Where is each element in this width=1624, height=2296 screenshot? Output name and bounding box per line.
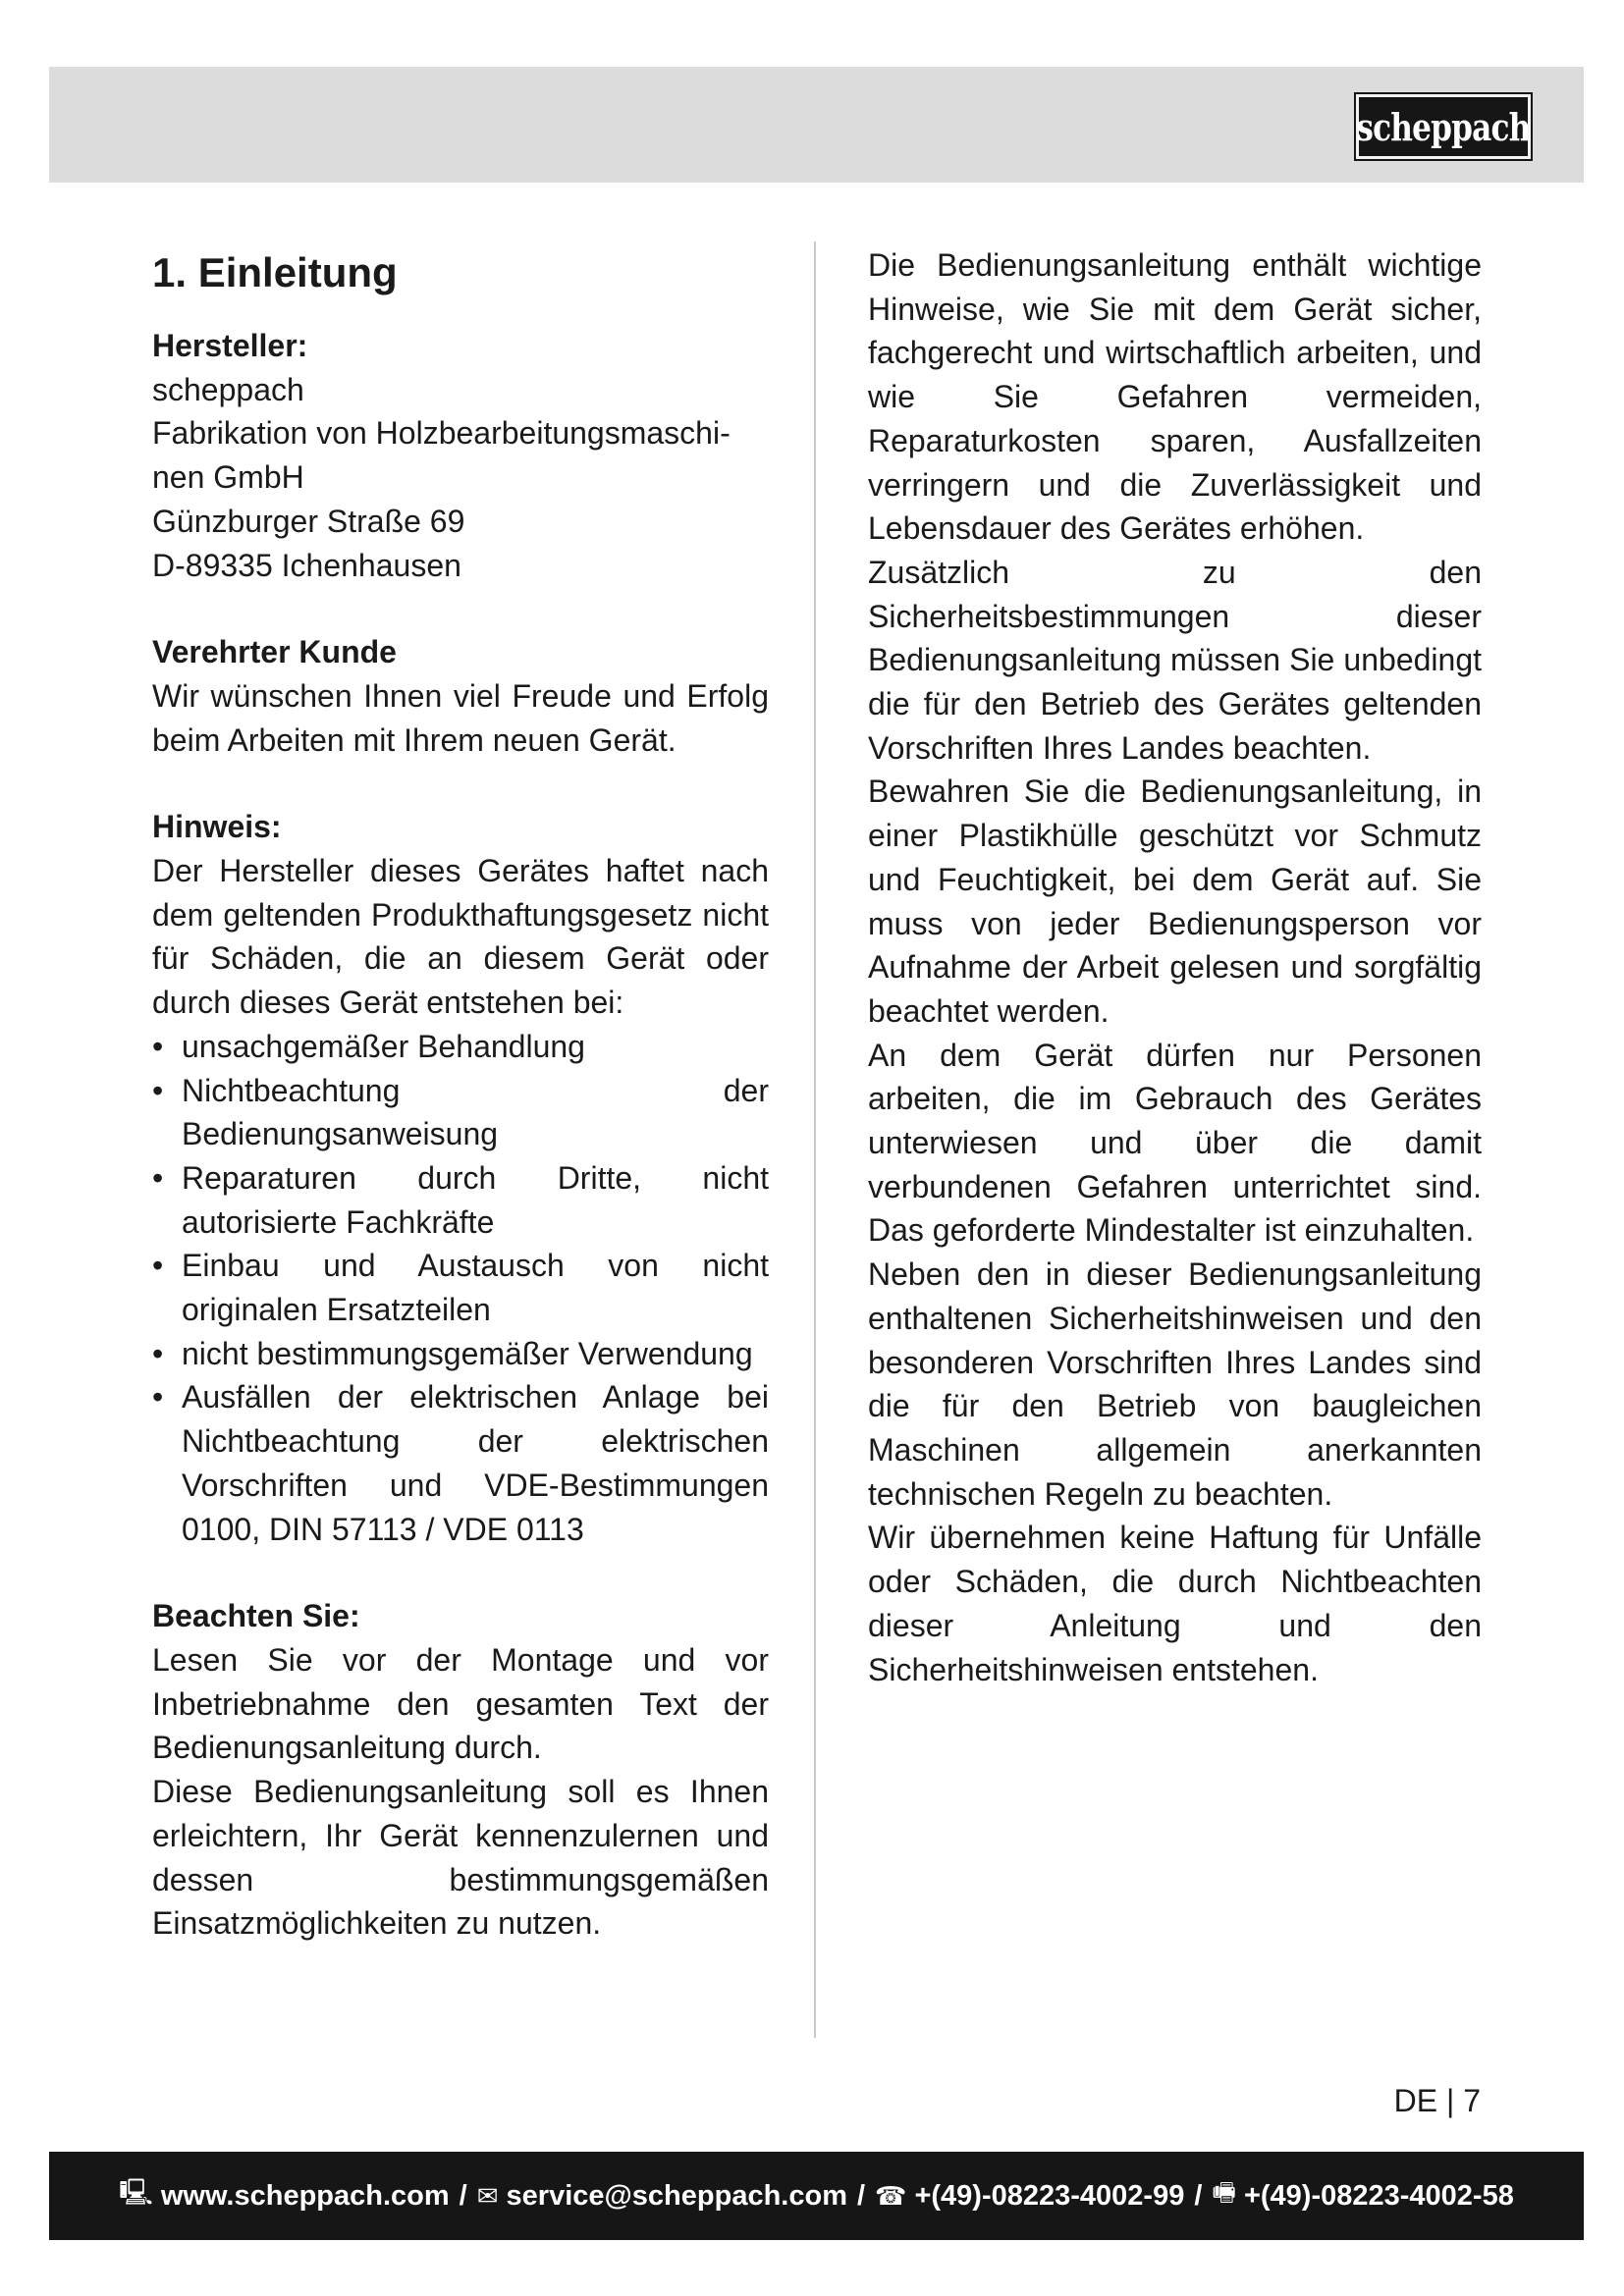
customer-heading: Verehrter Kunde xyxy=(152,634,397,670)
note-text: Der Hersteller dieses Gerätes haftet nach dem geltenden Produkthaftungsgesetz nicht für Schäden, die an diesem Gerät oder durch dieses Gerät entstehen bei: xyxy=(152,853,769,1021)
body-paragraph: Neben den in dieser Bedienungsanleitung enthaltenen Sicherheitshinweisen und den besonderen Vorschriften Ihres Landes sind die für den Betrieb von baugleichen Maschinen allgemein anerkannten technischen Regeln zu beachten. xyxy=(868,1256,1482,1512)
phone-icon: ☎ xyxy=(875,2180,907,2211)
customer-section xyxy=(152,630,769,762)
manufacturer-line: Günzburger Straße 69 xyxy=(152,503,465,539)
manufacturer-line: scheppach xyxy=(152,371,304,407)
customer-text: Wir wünschen Ihnen viel Freude und Erfolg beim Arbeiten mit Ihrem neuen Gerät. xyxy=(152,677,769,758)
page-number: DE | 7 xyxy=(1393,2083,1481,2118)
attention-paragraph: Lesen Sie vor der Montage und vor Inbetriebnahme den gesamten Text der Bedienungsanleitung durch. xyxy=(152,1641,769,1766)
list-item: • unsachgemäßer Behandlung xyxy=(152,1025,769,1069)
fax-icon: 🖷 xyxy=(1212,2177,1236,2207)
list-item: • nicht bestimmungsgemäßer Verwendung xyxy=(152,1332,769,1376)
manufacturer-line: D-89335 Ichenhausen xyxy=(152,547,461,583)
footer-website[interactable]: www.scheppach.com xyxy=(160,2179,450,2212)
body-paragraph: Zusätzlich zu den Sicherheitsbestimmungen dieser Bedienungsanleitung müssen Sie unbedingt die für den Betrieb des Gerätes geltenden Vorschriften Ihres Landes beachten. xyxy=(868,554,1482,766)
body-paragraph: Die Bedienungsanleitung enthält wichtige Hinweise, wie Sie mit dem Gerät sicher, fachgerecht und wirtschaftlich arbeiten, und wie Sie Gefahren vermeiden, Reparaturkosten sparen, Ausfallzeiten verringern und die Zuverlässigkeit und Lebensdauer des Gerätes erhöhen. xyxy=(868,247,1482,547)
liability-list xyxy=(152,1025,769,1551)
mail-icon: ✉ xyxy=(476,2180,499,2211)
list-item: • Einbau und Austausch von nicht originalen Ersatzteilen xyxy=(152,1244,769,1331)
list-item: • Ausfällen der elektrischen Anlage bei Nichtbeachtung der elektrischen Vorschriften und VDE-Bestimmungen 0100, DIN 57113 / VDE 0113 xyxy=(152,1375,769,1551)
column-divider xyxy=(814,241,816,2038)
list-item: • Nichtbeachtung der Bedienungsanweisung xyxy=(152,1069,769,1156)
chapter-title: 1. Einleitung xyxy=(152,249,398,295)
brand-logo xyxy=(1356,94,1531,159)
right-column xyxy=(868,243,1482,1691)
body-paragraph: Wir übernehmen keine Haftung für Unfälle oder Schäden, die durch Nichtbeachten dieser Anleitung und den Sicherheitshinweisen entstehen. xyxy=(868,1520,1482,1687)
computer-icon: 🖳 xyxy=(119,2177,153,2207)
body-paragraph: An dem Gerät dürfen nur Personen arbeiten, die im Gebrauch des Gerätes unterwiesen und über die damit verbundenen Gefahren unterrichtet sind. Das geforderte Mindestalter ist einzuhalten. xyxy=(868,1037,1482,1249)
body-paragraph: Bewahren Sie die Bedienungsanleitung, in einer Plastikhülle geschützt vor Schmutz und Feuchtigkeit, bei dem Gerät auf. Sie muss von jeder Bedienungsperson vor Aufnahme der Arbeit gelesen und sorgfältig beachtet werden. xyxy=(868,774,1482,1029)
manufacturer-heading: Hersteller: xyxy=(152,328,308,363)
footer-separator: / xyxy=(856,2179,866,2212)
manufacturer-line: nen GmbH xyxy=(152,459,304,496)
footer-fax: +(49)-08223-4002-58 xyxy=(1243,2179,1514,2212)
attention-heading: Beachten Sie: xyxy=(152,1598,360,1634)
manufacturer-section xyxy=(152,324,769,587)
note-heading: Hinweis: xyxy=(152,809,282,845)
header-band xyxy=(49,67,1584,183)
footer-separator: / xyxy=(459,2179,467,2212)
footer-phone: +(49)-08223-4002-99 xyxy=(914,2179,1185,2212)
manufacturer-line: Fabrikation von Holzbearbeitungsmaschi- xyxy=(152,415,731,452)
left-column xyxy=(152,243,769,1946)
footer-email[interactable]: service@scheppach.com xyxy=(506,2179,847,2212)
attention-paragraph: Diese Bedienungsanleitung soll es Ihnen erleichtern, Ihr Gerät kennenzulernen und dessen bestimmungsgemäßen Einsatzmöglichkeiten zu nutzen. xyxy=(152,1774,769,1942)
brand-logo-text: scheppach xyxy=(1356,104,1531,149)
footer-bar xyxy=(49,2152,1584,2240)
list-item: • Reparaturen durch Dritte, nicht autorisierte Fachkräfte xyxy=(152,1156,769,1244)
attention-section xyxy=(152,1594,769,1946)
footer-separator: / xyxy=(1194,2179,1203,2212)
note-section xyxy=(152,805,769,1551)
